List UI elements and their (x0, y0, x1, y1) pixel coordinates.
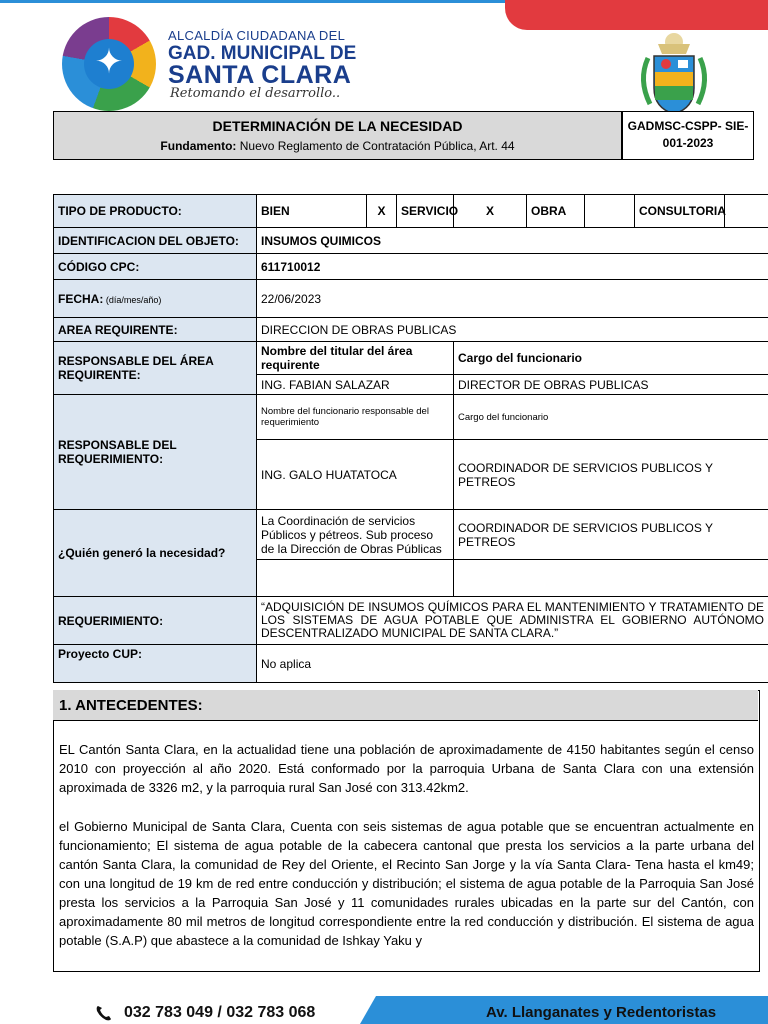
resp-area-col2: Cargo del funcionario (454, 342, 768, 375)
quien-empty-1 (257, 560, 454, 597)
row-cup (54, 645, 768, 683)
tipo-producto-label: TIPO DE PRODUCTO: (54, 195, 257, 228)
requerimiento-label: REQUERIMIENTO: (54, 597, 257, 645)
resp-area-cargo: DIRECTOR DE OBRAS PUBLICAS (454, 375, 768, 395)
fecha-label: FECHA: (58, 291, 104, 306)
coat-of-arms-seal (628, 30, 720, 118)
cpc-label: CÓDIGO CPC: (54, 254, 257, 280)
resp-req-col1: Nombre del funcionario responsable del requerimiento (257, 395, 454, 440)
row-tipo-producto (54, 195, 768, 228)
footer-address: Av. Llanganates y Redentoristas (486, 1004, 717, 1021)
org-name-line1: ALCALDÍA CIUDADANA DEL (168, 28, 346, 43)
option-obra: OBRA (527, 195, 585, 228)
option-consultoria: CONSULTORIA (635, 195, 725, 228)
document-fundamento (53, 139, 622, 153)
header-red-band (505, 0, 768, 30)
resp-area-col1: Nombre del titular del área requirente (257, 342, 454, 375)
area-label: AREA REQUIRENTE: (54, 318, 257, 342)
row-cpc (54, 254, 768, 280)
fundamento-label: Fundamento: (160, 139, 237, 153)
necessity-form-table (53, 194, 768, 683)
resp-area-label: RESPONSABLE DEL ÁREA REQUIRENTE: (54, 342, 257, 395)
mark-bien: X (367, 195, 397, 228)
row-area (54, 318, 768, 342)
org-name-line3: SANTA CLARA (168, 61, 352, 89)
logo-emblem-icon: ✦ (94, 43, 124, 81)
resp-req-label: RESPONSABLE DEL REQUERIMIENTO: (54, 395, 257, 510)
fecha-hint: (día/mes/año) (103, 294, 162, 305)
quien-empty-2 (454, 560, 768, 597)
document-code (622, 118, 754, 152)
row-resp-req-head (54, 395, 768, 440)
cup-value: No aplica (257, 645, 768, 683)
quien-label: ¿Quién generó la necesidad? (54, 510, 257, 597)
fecha-label-cell (54, 280, 257, 318)
row-resp-area-head (54, 342, 768, 375)
row-requerimiento (54, 597, 768, 645)
row-fecha (54, 280, 768, 318)
antecedentes-paragraph-1: EL Cantón Santa Clara, en la actualidad tiene una población de aproximadamente de 4150 habitantes según el censo 2010 con proyección al año 2020. Está conformado por la parroquia Urbana de Santa Clara con una extensión aproximada de 3326 m2, y la parroquia rural San José con 313.42km2. (59, 742, 754, 795)
resp-req-col2: Cargo del funcionario (454, 395, 768, 440)
option-servicio: SERVICIO (397, 195, 454, 228)
document-code-line1: GADMSC-CSPP- SIE- (627, 119, 749, 133)
cup-label: Proyecto CUP: (54, 645, 257, 683)
row-objeto (54, 228, 768, 254)
footer-phones: 032 783 049 / 032 783 068 (124, 1004, 316, 1021)
fundamento-text: Nuevo Reglamento de Contratación Pública, Art. 44 (236, 139, 515, 153)
mark-servicio: X (454, 195, 527, 228)
resp-req-name: ING. GALO HUATATOCA (257, 440, 454, 510)
option-bien: BIEN (257, 195, 367, 228)
quien-value: La Coordinación de servicios Públicos y pétreos. Sub proceso de la Dirección de Obras Públicas (257, 510, 454, 560)
area-value: DIRECCION DE OBRAS PUBLICAS (257, 318, 768, 342)
cpc-value: 611710012 (257, 254, 768, 280)
org-slogan: Retomando el desarrollo.. (170, 86, 341, 101)
resp-req-cargo: COORDINADOR DE SERVICIOS PUBLICOS Y PETREOS (454, 440, 768, 510)
document-code-line2: 001-2023 (662, 136, 714, 150)
org-name-line2: GAD. MUNICIPAL DE (168, 43, 357, 64)
row-quien (54, 510, 768, 560)
mark-consultoria (725, 195, 768, 228)
objeto-label: IDENTIFICACION DEL OBJETO: (54, 228, 257, 254)
quien-cargo: COORDINADOR DE SERVICIOS PUBLICOS Y PETREOS (454, 510, 768, 560)
fecha-value: 22/06/2023 (257, 280, 768, 318)
mark-obra (585, 195, 635, 228)
antecedentes-paragraph-2: el Gobierno Municipal de Santa Clara, Cuenta con seis sistemas de agua potable que se encuentran actualmente en funcionamiento; El sistema de agua potable de la cabecera cantonal que presta los servicios a la parte urbana del cantón Santa Clara, la comunidad de Rey del Oriente, el Recinto San Jorge y la vía Santa Clara- Tena hasta el km49; con una longitud de 19 km de red entre conducción y distribución; el sistema de agua potable de la Parroquia San José presta los servicios a la Parroquia San José y 11 comunidades rurales ubicadas en la parte sur del Cantón, con aproximadamente 80 mil metros de longitud correspondiente entre la red conducción y distribución. El sistema de agua potable (S.A.P) que abastece a la comunidad de Ishkay Yaku y (59, 819, 754, 948)
objeto-value: INSUMOS QUIMICOS (257, 228, 768, 254)
phone-icon (94, 1004, 114, 1022)
antecedentes-title: 1. ANTECEDENTES: (59, 697, 203, 714)
requerimiento-value: “ADQUISICIÓN DE INSUMOS QUÍMICOS PARA EL MANTENIMIENTO Y TRATAMIENTO DE LOS SISTEMAS DE AGUA POTABLE QUE ADMINISTRA EL GOBIERNO AUTÓNOMO DESCENTRALIZADO MUNICIPAL DE SANTA CLARA.” (257, 597, 768, 645)
resp-area-name: ING. FABIAN SALAZAR (257, 375, 454, 395)
document-title: DETERMINACIÓN DE LA NECESIDAD (212, 118, 463, 134)
